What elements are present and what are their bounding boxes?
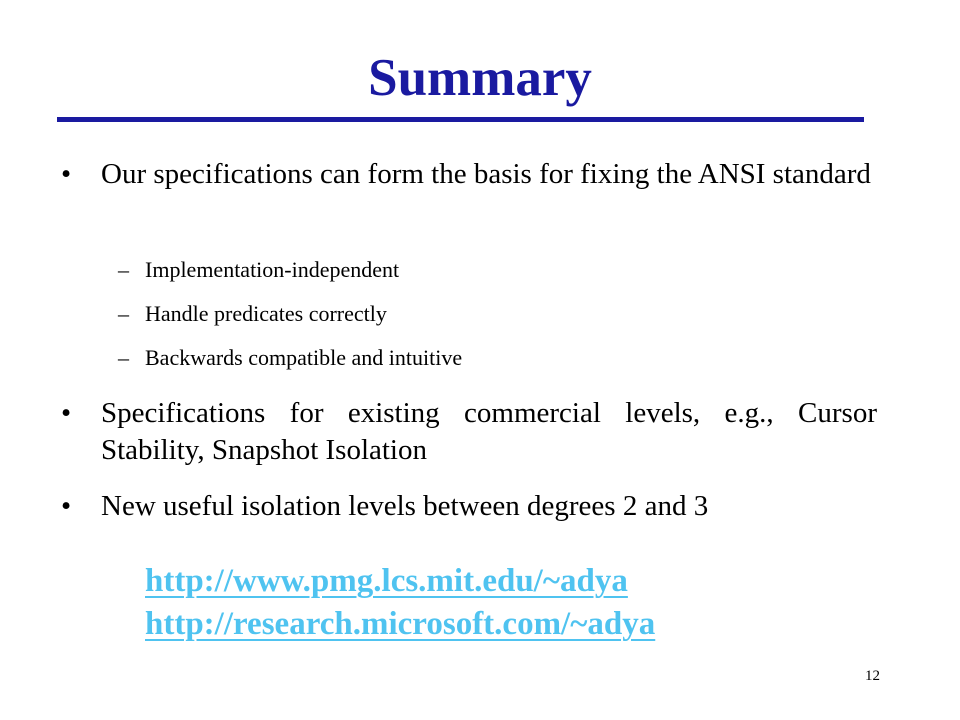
link-microsoft[interactable]: http://research.microsoft.com/~adya <box>145 606 656 642</box>
sub-bullet-item <box>118 344 818 372</box>
bullet-marker: • <box>61 490 72 522</box>
bullet-text: Specifications for existing commercial levels, e.g., Cursor Stability, Snapshot Isolation <box>101 397 877 466</box>
bullet-text: Our specifications can form the basis for fixing the ANSI standard <box>101 158 871 190</box>
bullet-item <box>57 488 877 525</box>
sub-bullet-marker: – <box>118 257 129 282</box>
sub-bullet-text: Backwards compatible and intuitive <box>145 345 463 370</box>
bullet-marker: • <box>61 158 72 190</box>
title-underline <box>57 117 864 122</box>
sub-bullet-marker: – <box>118 301 129 326</box>
bullet-item <box>57 395 877 469</box>
slide-title: Summary <box>368 49 592 107</box>
bullet-item <box>57 156 877 193</box>
link-mit[interactable]: http://www.pmg.lcs.mit.edu/~adya <box>145 563 628 599</box>
bullet-marker: • <box>61 397 72 429</box>
page-number: 12 <box>865 668 880 684</box>
sub-bullet-item <box>118 256 818 284</box>
sub-bullet-text: Implementation-independent <box>145 257 400 282</box>
sub-bullet-marker: – <box>118 345 129 370</box>
reference-links <box>145 560 845 646</box>
sub-bullet-text: Handle predicates correctly <box>145 301 387 326</box>
sub-bullet-item <box>118 300 818 328</box>
bullet-text: New useful isolation levels between degrees 2 and 3 <box>101 490 709 522</box>
